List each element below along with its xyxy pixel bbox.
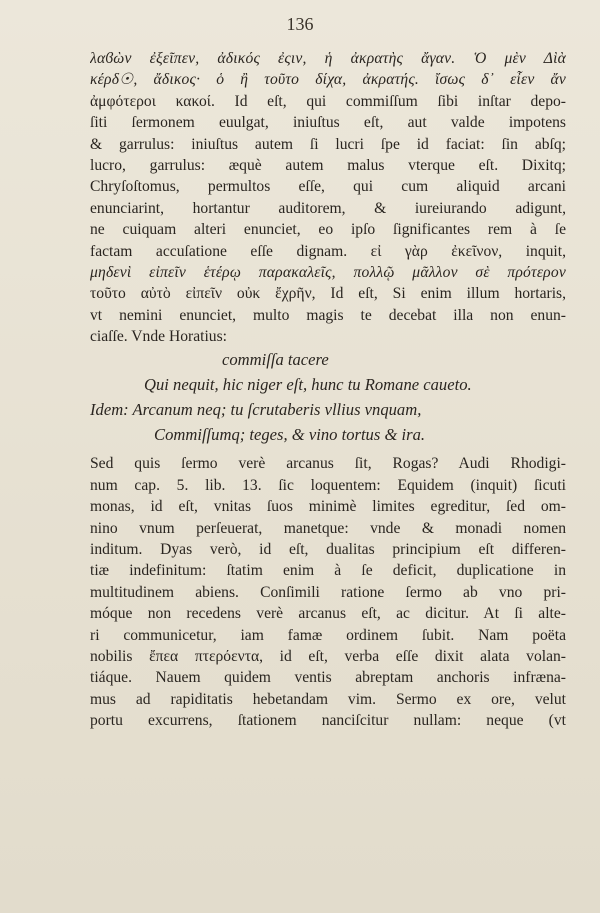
text-line: ἀμφότεροι κακοί. Id eſt, qui commiſſum ſibi inſtar depo- — [90, 92, 566, 110]
body-text — [90, 48, 566, 732]
verse-line: Commiſſumq; teges, & vino tortus & ira. — [154, 425, 426, 445]
verse-line: Idem: Arcanum neq; tu ſcrutaberis vllius vnquam, — [90, 400, 422, 420]
text-line: κέρδ☉, ἄδικος· ὁ ἢ τοῦτο δίχα, ἀκρατής. ἴσως δ᾽ εἶεν ἄν — [90, 71, 566, 89]
text-line: μηδενὶ εἰπεῖν ἑτέρῳ παρακαλεῖς, πολλῷ μᾶλλον σὲ πρότερον — [90, 263, 566, 281]
text-line: ri communicetur, iam famæ ordinem ſubit. Nam poëta — [90, 626, 566, 644]
verse-line: Qui nequit, hic niger eſt, hunc tu Romane caueto. — [144, 375, 472, 395]
text-line: λαϐὼν ἐξεῖπεν, ἀδικός ἐςιν, ἡ ἀκρατὴς ἄγαν. Ὁ μὲν Δὶὰ — [90, 50, 566, 67]
text-line: nino vnum perſeuerat, manetque: vnde & monadi nomen — [90, 519, 566, 537]
text-line: ſiti ſermonem euulgat, iniuſtus eſt, aut valde impotens — [90, 114, 566, 132]
text-line: enunciarint, hortantur auditorem, & iureiurando adigunt, — [90, 199, 566, 217]
text-line: factam accuſatione eſſe dignam. εἰ γὰρ ἐκεῖνον, inquit, — [90, 242, 566, 260]
text-line: & garrulus: iniuſtus autem ſi lucri ſpe id faciat: ſin abſq; — [90, 135, 566, 153]
text-line: nobilis ἔπεα πτερόεντα, id eſt, verba eſſe dixit alata volan- — [90, 647, 566, 665]
text-line: multitudinem abiens. Conſimili ratione ſermo ab vno pri- — [90, 583, 566, 601]
text-line: Chryſoſtomus, permultos eſſe, qui cum aliquid arcani — [90, 178, 566, 196]
text-line: num cap. 5. lib. 13. ſic loquentem: Equidem (inquit) ſicuti — [90, 476, 566, 494]
text-line: ne cuiquam alteri enunciet, eo ipſo ſignificantes rem à ſe — [90, 221, 566, 239]
text-line: portu excurrens, ſtationem nanciſcitur nullam: neque (vt — [90, 712, 566, 730]
text-line: monas, id eſt, vnitas ſuos minimè limites egreditur, ſed om- — [90, 498, 566, 516]
text-line: móque non recedens verè arcanus eſt, ac dicitur. At ſi alte- — [90, 605, 566, 623]
text-line: τοῦτο αὐτὸ εἰπεῖν οὐκ ἔχρῆν, Id eſt, Si enim illum hortaris, — [90, 285, 566, 303]
text-line: ciaſſe. Vnde Horatius: — [90, 328, 227, 346]
text-line: inditum. Dyas verò, id eſt, dualitas principium eſt differen- — [90, 541, 566, 559]
text-line: Sed quis ſermo verè arcanus ſit, Rogas? Audi Rhodigi- — [90, 455, 566, 473]
text-line: vt nemini enunciet, multo magis te decebat illa non enun- — [90, 306, 566, 324]
verse-line: commiſſa tacere — [222, 350, 329, 370]
text-line: tiáque. Nauem quidem ventis abreptam anchoris infræna- — [90, 669, 566, 687]
text-line: lucro, garrulus: æquè autem malus vterque eſt. Dixitq; — [90, 156, 566, 174]
text-line: mus ad rapiditatis hebetandam vim. Sermo ex ore, velut — [90, 690, 566, 708]
page-number: 136 — [286, 14, 314, 34]
text-line: tiæ indefinitum: ſtatim enim à ſe deficit, duplicatione in — [90, 562, 566, 580]
